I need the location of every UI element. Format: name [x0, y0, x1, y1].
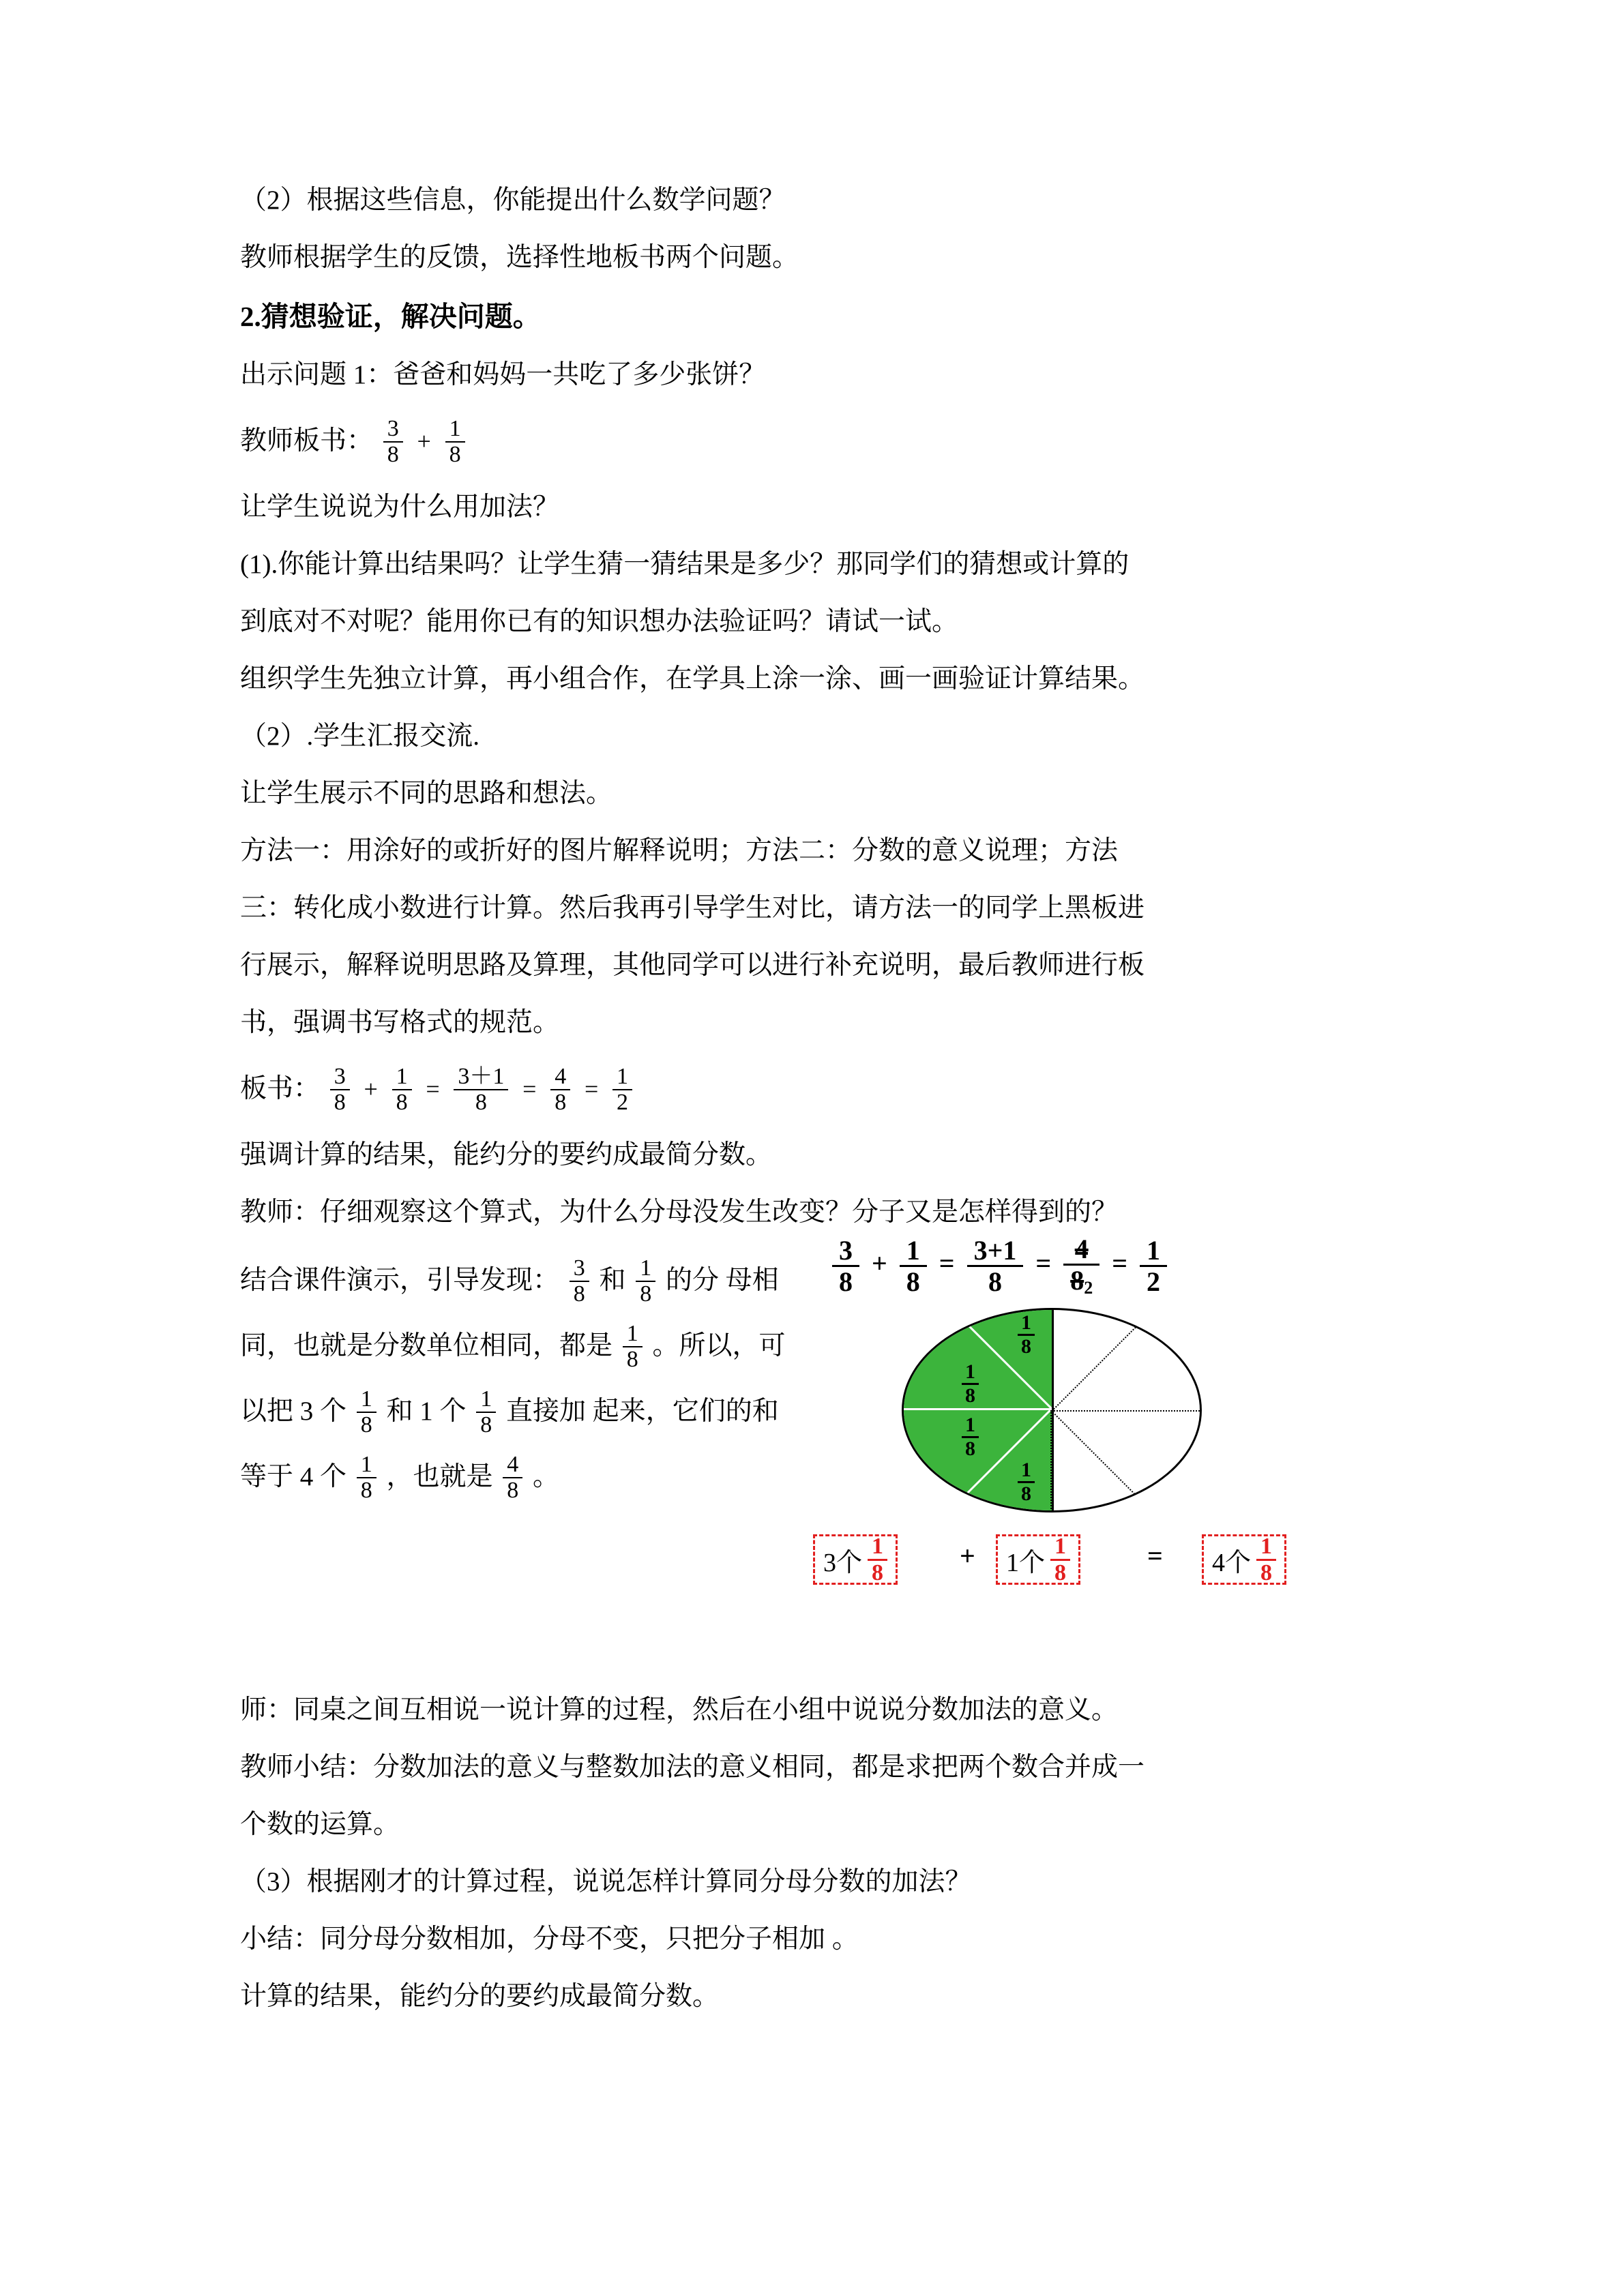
- fraction-numerator: 3: [330, 1064, 350, 1090]
- pie-slice-label: [1018, 1312, 1035, 1357]
- fraction-denominator: 8: [475, 1090, 487, 1116]
- fraction-numerator: 1: [476, 1387, 496, 1413]
- fraction-numerator: 3: [383, 417, 403, 443]
- pie-spoke: [902, 1408, 1052, 1410]
- fraction-1-8: [1050, 1534, 1070, 1585]
- plus-sign: +: [417, 428, 431, 455]
- count-label: 3个: [823, 1548, 863, 1577]
- tail-paragraphs: [240, 1682, 1393, 2025]
- pie-circle: [902, 1308, 1202, 1512]
- explain-seg-5: 。所以，可以把 3 个: [240, 1331, 786, 1426]
- fraction-denominator: 8: [988, 1266, 1002, 1298]
- fraction-denominator: 2: [617, 1090, 629, 1116]
- equals-sign: =: [939, 1247, 955, 1279]
- paragraph-line: 到底对不对呢？能用你已有的知识想办法验证吗？请试一试。: [240, 607, 959, 636]
- pie-slice-label: [962, 1361, 979, 1406]
- fraction-denominator: 8: [360, 1412, 372, 1438]
- fraction-denominator: 8: [1021, 1335, 1031, 1358]
- equals-sign: =: [584, 1075, 599, 1103]
- paragraph-line: 个数的运算。: [240, 1810, 400, 1839]
- plus-sign: +: [960, 1540, 975, 1571]
- fraction-numerator: 4: [550, 1064, 570, 1090]
- equals-sign: =: [1035, 1247, 1052, 1279]
- fraction-3-8: [330, 1064, 350, 1114]
- blackboard-label-2: 板书：: [240, 1074, 321, 1103]
- fraction-4-8: [550, 1064, 570, 1114]
- fraction-numerator: 1: [612, 1064, 632, 1090]
- fraction-1-8: [636, 1256, 655, 1306]
- fraction-4-8: [503, 1452, 522, 1502]
- document-content: [240, 172, 1393, 2025]
- fraction-numerator: 1: [1050, 1534, 1070, 1561]
- paragraph-line: 教师根据学生的反馈，选择性地板书两个问题。: [240, 243, 799, 272]
- pie-slice-label: [1018, 1459, 1035, 1504]
- paragraph-line: 教师：仔细观察这个算式，为什么分母没发生改变？分子又是怎样得到的？: [240, 1197, 1119, 1227]
- fraction-numerator: 1: [962, 1414, 979, 1438]
- paragraph-line: 三：转化成小数进行计算。然后我再引导学生对比，请方法一的同学上黑板进: [240, 893, 1145, 923]
- fraction-numerator: 4: [1063, 1234, 1099, 1266]
- fraction-3-8: [383, 417, 403, 466]
- fraction-1-8: [445, 417, 465, 466]
- fraction-denominator: 8: [480, 1412, 492, 1438]
- fraction-denominator: 2: [1146, 1266, 1160, 1298]
- illustrated-block: [240, 1234, 1393, 1678]
- fraction-denominator: 8: [1021, 1482, 1031, 1505]
- pie-spoke: [1052, 1410, 1202, 1412]
- fraction-denominator: 8: [396, 1090, 408, 1116]
- red-box-second-term: [996, 1534, 1080, 1585]
- fraction-figure: [813, 1234, 1386, 1657]
- fraction-denominator: 8: [360, 1478, 372, 1504]
- fraction-1-8: [476, 1387, 496, 1437]
- paragraph-line: 方法一：用涂好的或折好的图片解释说明；方法二：分数的意义说理；方法: [240, 836, 1119, 865]
- fraction-denominator: 8: [449, 442, 461, 468]
- red-box-result: [1202, 1534, 1286, 1585]
- fraction-numerator: 3＋1: [454, 1064, 508, 1090]
- fraction-numerator: 1: [392, 1064, 412, 1090]
- paragraph-line: 书，强调书写格式的规范。: [240, 1008, 560, 1037]
- explain-seg-6: 和 1 个: [386, 1397, 467, 1426]
- fraction-numerator: 3: [832, 1236, 859, 1267]
- explain-seg-8: 起来，它们的和等于 4 个: [240, 1397, 779, 1491]
- pie-diagram: [902, 1308, 1202, 1512]
- fraction-denominator: 8: [334, 1090, 346, 1116]
- fraction-numerator: 1: [357, 1387, 377, 1413]
- paragraph-line: 行展示，解释说明思路及算理，其他同学可以进行补充说明，最后教师进行板: [240, 951, 1145, 980]
- fraction-numerator: 3: [570, 1256, 589, 1282]
- fraction-numerator: 3+1: [967, 1236, 1024, 1267]
- paragraph-line: (1).你能计算出结果吗？让学生猜一猜结果是多少？那同学们的猜想或计算的: [240, 550, 1130, 579]
- fraction-1-8: [1256, 1534, 1276, 1585]
- explain-seg-3: 的分: [666, 1266, 720, 1295]
- fraction-1-8: [392, 1064, 412, 1114]
- paragraph-line: 强调计算的结果，能约分的要约成最简分数。: [240, 1140, 773, 1169]
- fraction-numerator: 1: [1018, 1312, 1035, 1336]
- equals-sign: =: [1147, 1540, 1163, 1571]
- explain-seg-2: 和: [599, 1266, 626, 1295]
- fraction-numerator: 1: [636, 1256, 655, 1282]
- fraction-3-8: [832, 1236, 859, 1296]
- fraction-denominator: 8: [507, 1478, 519, 1504]
- fraction-numerator: 1: [1140, 1236, 1167, 1267]
- fraction-denominator: 8: [872, 1560, 884, 1585]
- pie-vertical-divider: [1052, 1310, 1054, 1510]
- section-heading: 2.猜想验证，解决问题。: [240, 301, 541, 332]
- paragraph-line: 计算的结果，能约分的要约成最简分数。: [240, 1982, 720, 2011]
- fraction-numerator: 1: [1256, 1534, 1276, 1561]
- paragraph-line: （2）根据这些信息，你能提出什么数学问题？: [240, 185, 786, 215]
- fraction-denominator: 8: [1260, 1560, 1273, 1585]
- plus-sign: +: [364, 1075, 378, 1103]
- fraction-numerator: 1: [868, 1534, 887, 1561]
- fraction-numerator: 1: [1018, 1459, 1035, 1483]
- fraction-1-2: [1140, 1236, 1167, 1296]
- blackboard-equation-2: [240, 1052, 1393, 1127]
- paragraph-line: 让学生展示不同的思路和想法。: [240, 779, 613, 808]
- blackboard-label: 教师板书：: [240, 426, 374, 456]
- fraction-denominator: 8: [573, 1281, 585, 1307]
- paragraph-line: （2）.学生汇报交流.: [240, 721, 480, 751]
- fraction-denominator: 8: [906, 1266, 920, 1298]
- fraction-denominator: 8: [965, 1384, 975, 1407]
- blackboard-equation-1: [240, 404, 1393, 479]
- count-label: 1个: [1006, 1548, 1046, 1577]
- fraction-3plus1-8: [454, 1064, 508, 1114]
- fraction-1-8: [623, 1322, 643, 1371]
- fraction-denominator: 8: [1054, 1560, 1067, 1585]
- fraction-denominator: 8: [626, 1347, 638, 1373]
- fraction-3plus1-8: [967, 1236, 1024, 1296]
- paragraph-line: （3）根据刚才的计算过程，说说怎样计算同分母分数的加法？: [240, 1867, 972, 1896]
- paragraph-line: 出示问题 1：爸爸和妈妈一共吃了多少张饼？: [240, 360, 766, 389]
- fraction-denominator: 8: [965, 1437, 975, 1460]
- count-label: 4个: [1212, 1548, 1252, 1577]
- fraction-1-8: [900, 1236, 927, 1296]
- pie-slice-label: [962, 1414, 979, 1459]
- fraction-numerator: 4: [503, 1452, 522, 1478]
- fraction-3-8: [570, 1256, 589, 1306]
- paragraph-line: 组织学生先独立计算，再小组合作，在学具上涂一涂、画一画验证计算结果。: [240, 664, 1145, 694]
- paragraph-line: 教师小结：分数加法的意义与整数加法的意义相同，都是求把两个数合并成一: [240, 1753, 1145, 1782]
- explain-seg-10: 。: [533, 1462, 560, 1491]
- fraction-denominator: 8: [640, 1281, 652, 1307]
- paragraph-line: 师：同桌之间互相说一说计算的过程，然后在小组中说说分数加法的意义。: [240, 1695, 1119, 1725]
- explain-seg-9: ，也就是: [386, 1462, 493, 1491]
- denominator-crossed: 8: [1070, 1265, 1084, 1296]
- fraction-numerator: 1: [445, 417, 465, 443]
- equals-sign: =: [522, 1075, 537, 1103]
- paragraph-line: 让学生说说为什么用加法？: [240, 492, 560, 522]
- fraction-numerator: 1: [357, 1452, 377, 1478]
- fraction-1-2: [612, 1064, 632, 1114]
- fraction-denominator: 8: [555, 1090, 567, 1116]
- plus-sign: +: [872, 1247, 887, 1279]
- fraction-4-8-reduced: [1063, 1234, 1099, 1298]
- illustration-explanation-text: [240, 1248, 786, 1510]
- fraction-denominator: 8: [387, 442, 399, 468]
- pie-spoke: [1052, 1308, 1159, 1411]
- red-count-equation: [813, 1527, 1386, 1602]
- fraction-numerator: 1: [900, 1236, 927, 1267]
- explain-seg-1: 结合课件演示，引导发现：: [240, 1266, 560, 1295]
- equals-sign: =: [426, 1075, 440, 1103]
- fraction-denominator: 8: [839, 1266, 853, 1298]
- explain-seg-4: 母相同，也就是分数单位相同，都是: [240, 1266, 779, 1360]
- fraction-numerator: 1: [623, 1322, 643, 1347]
- denominator-reduced: 2: [1084, 1278, 1093, 1298]
- red-box-first-term: [813, 1534, 898, 1585]
- pie-spoke: [1051, 1410, 1158, 1512]
- fraction-1-8: [868, 1534, 887, 1585]
- equals-sign: =: [1112, 1247, 1127, 1279]
- fraction-numerator: 1: [962, 1361, 979, 1385]
- figure-equation: [827, 1234, 1172, 1298]
- paragraph-line: 小结：同分母分数相加，分母不变，只把分子相加 。: [240, 1924, 859, 1954]
- fraction-1-8: [357, 1387, 377, 1437]
- fraction-denominator: [1063, 1266, 1099, 1298]
- fraction-1-8: [357, 1452, 377, 1502]
- explain-seg-7: 直接加: [506, 1397, 587, 1426]
